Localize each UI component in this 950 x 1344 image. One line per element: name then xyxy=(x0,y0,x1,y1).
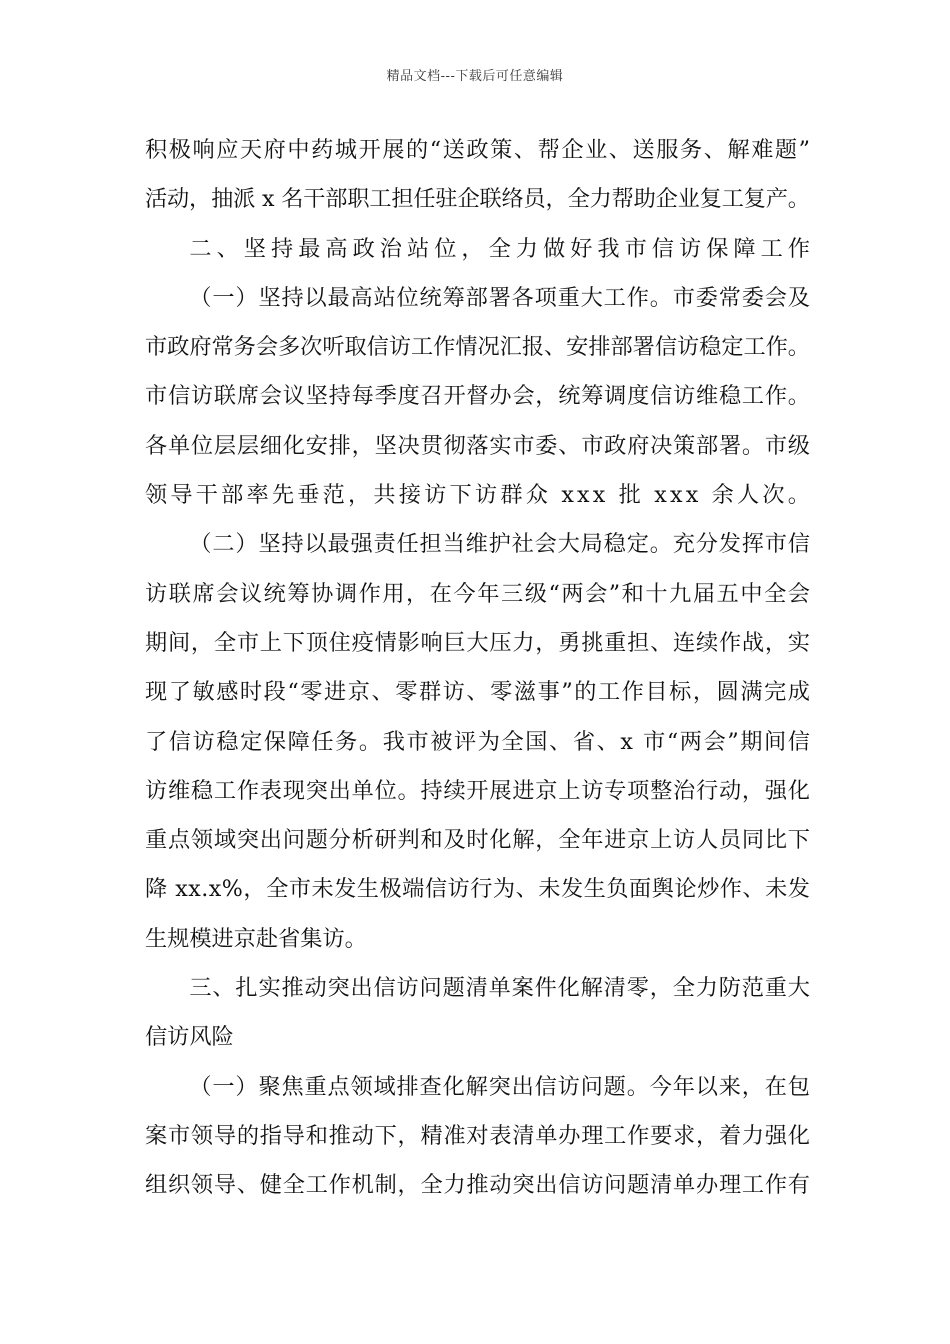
text-line: 市政府常务会多次听取信访工作情况汇报、安排部署信访稳定工作。 xyxy=(145,334,810,361)
text-line: 案市领导的指导和推动下，精准对表清单办理工作要求，着力强化 xyxy=(145,1122,811,1149)
text-line: （一）聚焦重点领域排查化解突出信访问题。今年以来，在包 xyxy=(189,1073,811,1100)
text-line: 组织领导、健全工作机制，全力推动突出信访问题清单办理工作有 xyxy=(145,1172,811,1199)
document-header: 精品文档---下载后可任意编辑 xyxy=(386,69,564,84)
text-line: 二、坚持最高政治站位，全力做好我市信访保障工作 xyxy=(189,235,816,262)
text-line: （一）坚持以最高站位统筹部署各项重大工作。市委常委会及 xyxy=(189,284,811,311)
document-body xyxy=(145,126,816,1211)
text-line: 各单位层层细化安排，坚决贯彻落实市委、市政府决策部署。市级 xyxy=(145,432,811,459)
text-line: 活动，抽派 x 名干部职工担任驻企联络员，全力帮助企业复工复产。 xyxy=(145,186,810,213)
text-line: 积极响应天府中药城开展的“送政策、帮企业、送服务、解难题” xyxy=(145,137,812,163)
text-line: 重点领域突出问题分析研判和及时化解，全年进京上访人员同比下 xyxy=(145,827,811,854)
text-line: （二）坚持以最强责任担当维护社会大局稳定。充分发挥市信 xyxy=(189,531,811,558)
text-line: 现了敏感时段“零进京、零群访、零滋事”的工作目标，圆满完成 xyxy=(145,679,812,706)
text-line: 市信访联席会议坚持每季度召开督办会，统筹调度信访维稳工作。 xyxy=(145,383,811,410)
text-line: 领导干部率先垂范，共接访下访群众 xxx 批 xxx 余人次。 xyxy=(145,482,814,509)
text-line: 生规模进京赴省集访。 xyxy=(145,925,367,952)
text-line: 降 xx.x%，全市未发生极端信访行为、未发生负面舆论炒作、未发 xyxy=(145,876,811,903)
text-line: 了信访稳定保障任务。我市被评为全国、省、x 市“两会”期间信 xyxy=(145,728,812,755)
text-line: 访维稳工作表现突出单位。持续开展进京上访专项整治行动，强化 xyxy=(145,777,811,804)
text-line: 期间，全市上下顶住疫情影响巨大压力，勇挑重担、连续作战，实 xyxy=(145,629,811,656)
text-line: 信访风险 xyxy=(145,1024,234,1051)
text-line: 三、扎实推动突出信访问题清单案件化解清零，全力防范重大 xyxy=(189,975,811,1002)
text-line: 访联席会议统筹协调作用，在今年三级“两会”和十九届五中全会 xyxy=(145,580,812,607)
